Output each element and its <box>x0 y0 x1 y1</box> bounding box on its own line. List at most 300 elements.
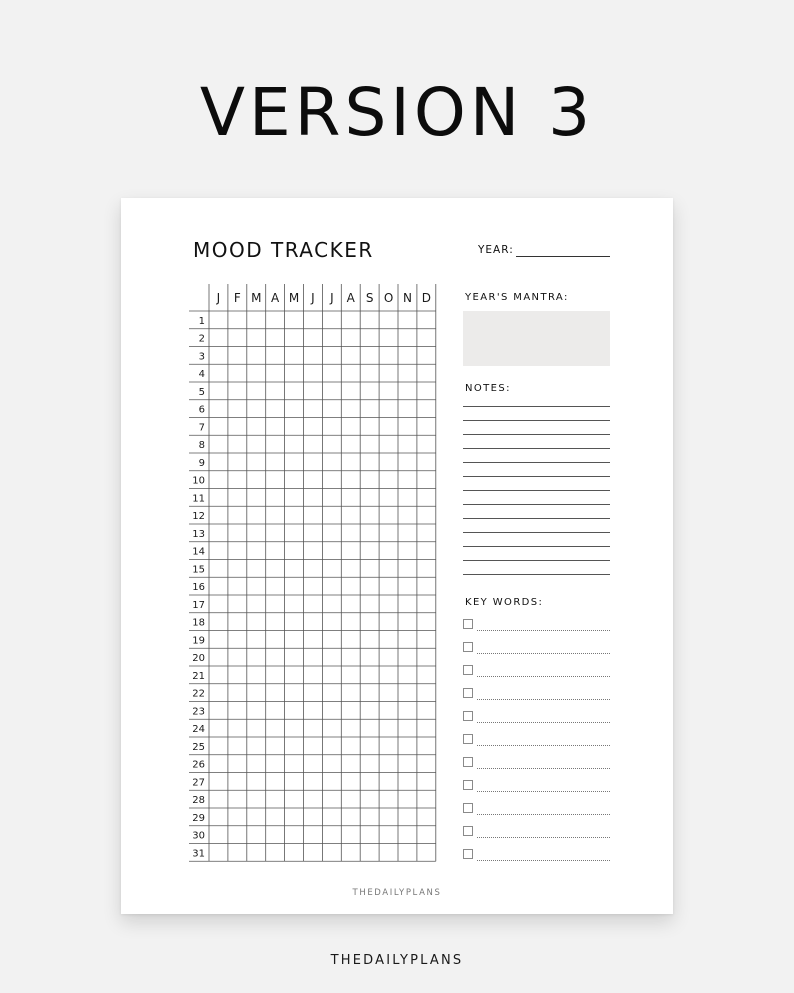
mood-cell[interactable] <box>322 755 341 773</box>
key-word-checkbox[interactable] <box>463 688 473 698</box>
mood-cell[interactable] <box>304 382 323 400</box>
mood-cell[interactable] <box>266 311 285 329</box>
mood-cell[interactable] <box>360 506 379 524</box>
mood-cell[interactable] <box>285 702 304 720</box>
mood-cell[interactable] <box>360 471 379 489</box>
mood-cell[interactable] <box>341 790 360 808</box>
key-word-line[interactable] <box>477 837 610 838</box>
notes-line[interactable] <box>463 546 610 547</box>
mood-cell[interactable] <box>285 453 304 471</box>
mood-cell[interactable] <box>304 595 323 613</box>
mood-cell[interactable] <box>322 471 341 489</box>
mood-cell[interactable] <box>417 702 436 720</box>
mood-cell[interactable] <box>304 844 323 862</box>
mood-cell[interactable] <box>285 311 304 329</box>
mood-cell[interactable] <box>209 666 228 684</box>
mood-cell[interactable] <box>379 400 398 418</box>
mood-cell[interactable] <box>209 631 228 649</box>
mood-cell[interactable] <box>266 737 285 755</box>
mood-cell[interactable] <box>341 595 360 613</box>
mood-cell[interactable] <box>341 524 360 542</box>
mood-cell[interactable] <box>247 844 266 862</box>
mood-cell[interactable] <box>398 418 417 436</box>
mood-cell[interactable] <box>228 453 247 471</box>
mood-cell[interactable] <box>285 400 304 418</box>
mood-cell[interactable] <box>360 577 379 595</box>
mood-cell[interactable] <box>379 595 398 613</box>
mood-cell[interactable] <box>360 542 379 560</box>
mood-cell[interactable] <box>341 577 360 595</box>
key-word-line[interactable] <box>477 860 610 861</box>
mood-cell[interactable] <box>322 453 341 471</box>
mood-cell[interactable] <box>417 542 436 560</box>
mood-cell[interactable] <box>266 684 285 702</box>
mood-cell[interactable] <box>209 418 228 436</box>
mood-cell[interactable] <box>228 347 247 365</box>
mood-cell[interactable] <box>228 773 247 791</box>
mood-cell[interactable] <box>228 808 247 826</box>
mood-cell[interactable] <box>209 489 228 507</box>
mood-cell[interactable] <box>379 755 398 773</box>
mood-cell[interactable] <box>360 364 379 382</box>
key-word-line[interactable] <box>477 630 610 631</box>
mood-cell[interactable] <box>285 577 304 595</box>
mood-cell[interactable] <box>398 506 417 524</box>
mood-cell[interactable] <box>341 506 360 524</box>
mood-cell[interactable] <box>379 808 398 826</box>
mood-cell[interactable] <box>228 737 247 755</box>
mood-cell[interactable] <box>209 577 228 595</box>
mood-cell[interactable] <box>266 382 285 400</box>
mood-cell[interactable] <box>341 808 360 826</box>
mood-cell[interactable] <box>304 560 323 578</box>
mood-cell[interactable] <box>379 364 398 382</box>
mood-cell[interactable] <box>247 666 266 684</box>
key-word-line[interactable] <box>477 676 610 677</box>
mood-cell[interactable] <box>360 613 379 631</box>
mood-cell[interactable] <box>209 755 228 773</box>
mood-cell[interactable] <box>247 382 266 400</box>
mood-cell[interactable] <box>304 755 323 773</box>
mood-cell[interactable] <box>285 648 304 666</box>
mood-cell[interactable] <box>417 382 436 400</box>
mood-cell[interactable] <box>398 808 417 826</box>
mood-cell[interactable] <box>247 755 266 773</box>
mood-cell[interactable] <box>398 755 417 773</box>
mood-cell[interactable] <box>341 648 360 666</box>
mood-cell[interactable] <box>266 648 285 666</box>
mood-cell[interactable] <box>209 826 228 844</box>
mood-cell[interactable] <box>341 737 360 755</box>
mood-cell[interactable] <box>360 347 379 365</box>
mood-cell[interactable] <box>417 418 436 436</box>
mood-cell[interactable] <box>228 400 247 418</box>
mood-cell[interactable] <box>247 542 266 560</box>
mood-cell[interactable] <box>266 489 285 507</box>
mood-cell[interactable] <box>266 844 285 862</box>
mood-cell[interactable] <box>209 648 228 666</box>
mood-cell[interactable] <box>285 347 304 365</box>
mood-cell[interactable] <box>341 400 360 418</box>
mood-cell[interactable] <box>209 382 228 400</box>
mood-cell[interactable] <box>304 364 323 382</box>
key-word-line[interactable] <box>477 699 610 700</box>
mood-cell[interactable] <box>417 737 436 755</box>
mood-cell[interactable] <box>247 506 266 524</box>
mood-cell[interactable] <box>209 773 228 791</box>
mood-cell[interactable] <box>247 471 266 489</box>
mood-cell[interactable] <box>247 737 266 755</box>
mood-cell[interactable] <box>247 595 266 613</box>
mood-cell[interactable] <box>304 418 323 436</box>
mood-cell[interactable] <box>285 719 304 737</box>
mood-cell[interactable] <box>322 719 341 737</box>
mood-cell[interactable] <box>341 631 360 649</box>
mood-cell[interactable] <box>379 453 398 471</box>
mood-cell[interactable] <box>322 577 341 595</box>
mood-cell[interactable] <box>266 790 285 808</box>
mood-cell[interactable] <box>417 773 436 791</box>
mood-cell[interactable] <box>379 542 398 560</box>
mood-cell[interactable] <box>379 347 398 365</box>
mood-cell[interactable] <box>285 506 304 524</box>
mood-cell[interactable] <box>379 329 398 347</box>
mood-cell[interactable] <box>379 702 398 720</box>
mood-cell[interactable] <box>247 524 266 542</box>
mood-cell[interactable] <box>417 453 436 471</box>
mood-cell[interactable] <box>398 577 417 595</box>
mood-cell[interactable] <box>266 400 285 418</box>
mood-cell[interactable] <box>209 471 228 489</box>
key-word-checkbox[interactable] <box>463 619 473 629</box>
mood-cell[interactable] <box>379 506 398 524</box>
mood-cell[interactable] <box>322 737 341 755</box>
mood-cell[interactable] <box>398 471 417 489</box>
mood-cell[interactable] <box>398 790 417 808</box>
mood-cell[interactable] <box>398 524 417 542</box>
mood-cell[interactable] <box>304 524 323 542</box>
mood-cell[interactable] <box>209 790 228 808</box>
mantra-box[interactable] <box>463 311 610 366</box>
mood-cell[interactable] <box>398 453 417 471</box>
mood-cell[interactable] <box>266 773 285 791</box>
mood-cell[interactable] <box>341 844 360 862</box>
mood-cell[interactable] <box>247 613 266 631</box>
mood-cell[interactable] <box>228 844 247 862</box>
mood-cell[interactable] <box>285 826 304 844</box>
mood-cell[interactable] <box>322 506 341 524</box>
mood-cell[interactable] <box>285 808 304 826</box>
notes-line[interactable] <box>463 504 610 505</box>
notes-line[interactable] <box>463 532 610 533</box>
mood-cell[interactable] <box>247 790 266 808</box>
mood-cell[interactable] <box>247 826 266 844</box>
mood-cell[interactable] <box>322 542 341 560</box>
mood-cell[interactable] <box>322 347 341 365</box>
mood-cell[interactable] <box>417 311 436 329</box>
mood-cell[interactable] <box>417 577 436 595</box>
mood-cell[interactable] <box>360 329 379 347</box>
mood-cell[interactable] <box>417 790 436 808</box>
mood-cell[interactable] <box>247 631 266 649</box>
mood-cell[interactable] <box>209 506 228 524</box>
mood-cell[interactable] <box>360 773 379 791</box>
mood-cell[interactable] <box>398 613 417 631</box>
mood-cell[interactable] <box>341 329 360 347</box>
mood-cell[interactable] <box>322 418 341 436</box>
mood-cell[interactable] <box>285 755 304 773</box>
key-word-line[interactable] <box>477 745 610 746</box>
mood-cell[interactable] <box>266 542 285 560</box>
mood-cell[interactable] <box>417 826 436 844</box>
mood-cell[interactable] <box>285 595 304 613</box>
mood-cell[interactable] <box>285 489 304 507</box>
mood-cell[interactable] <box>417 613 436 631</box>
mood-cell[interactable] <box>209 737 228 755</box>
mood-cell[interactable] <box>417 489 436 507</box>
mood-cell[interactable] <box>266 631 285 649</box>
mood-cell[interactable] <box>417 329 436 347</box>
mood-cell[interactable] <box>228 506 247 524</box>
mood-cell[interactable] <box>322 560 341 578</box>
mood-cell[interactable] <box>209 311 228 329</box>
notes-line[interactable] <box>463 518 610 519</box>
mood-cell[interactable] <box>398 844 417 862</box>
mood-cell[interactable] <box>209 364 228 382</box>
mood-cell[interactable] <box>322 364 341 382</box>
mood-cell[interactable] <box>228 435 247 453</box>
mood-cell[interactable] <box>398 489 417 507</box>
mood-cell[interactable] <box>304 648 323 666</box>
mood-cell[interactable] <box>322 648 341 666</box>
mood-cell[interactable] <box>360 648 379 666</box>
mood-cell[interactable] <box>228 613 247 631</box>
mood-cell[interactable] <box>228 631 247 649</box>
notes-line[interactable] <box>463 420 610 421</box>
mood-cell[interactable] <box>247 453 266 471</box>
mood-cell[interactable] <box>322 400 341 418</box>
mood-cell[interactable] <box>209 808 228 826</box>
mood-cell[interactable] <box>304 737 323 755</box>
mood-cell[interactable] <box>379 631 398 649</box>
mood-cell[interactable] <box>360 702 379 720</box>
mood-cell[interactable] <box>266 702 285 720</box>
mood-cell[interactable] <box>304 613 323 631</box>
mood-cell[interactable] <box>322 595 341 613</box>
mood-cell[interactable] <box>209 719 228 737</box>
mood-cell[interactable] <box>228 755 247 773</box>
mood-cell[interactable] <box>341 489 360 507</box>
mood-cell[interactable] <box>417 719 436 737</box>
mood-cell[interactable] <box>360 666 379 684</box>
mood-cell[interactable] <box>360 524 379 542</box>
mood-cell[interactable] <box>360 826 379 844</box>
mood-cell[interactable] <box>266 524 285 542</box>
mood-cell[interactable] <box>304 542 323 560</box>
key-word-line[interactable] <box>477 791 610 792</box>
mood-cell[interactable] <box>341 666 360 684</box>
mood-cell[interactable] <box>304 773 323 791</box>
mood-cell[interactable] <box>341 435 360 453</box>
mood-cell[interactable] <box>304 329 323 347</box>
mood-cell[interactable] <box>341 347 360 365</box>
mood-cell[interactable] <box>285 666 304 684</box>
mood-cell[interactable] <box>341 418 360 436</box>
mood-cell[interactable] <box>228 666 247 684</box>
mood-cell[interactable] <box>417 808 436 826</box>
mood-cell[interactable] <box>379 489 398 507</box>
mood-cell[interactable] <box>209 400 228 418</box>
mood-cell[interactable] <box>360 453 379 471</box>
notes-line[interactable] <box>463 406 610 407</box>
mood-cell[interactable] <box>304 347 323 365</box>
mood-cell[interactable] <box>228 595 247 613</box>
notes-line[interactable] <box>463 476 610 477</box>
mood-cell[interactable] <box>379 826 398 844</box>
mood-cell[interactable] <box>379 613 398 631</box>
mood-cell[interactable] <box>247 648 266 666</box>
mood-cell[interactable] <box>398 648 417 666</box>
mood-cell[interactable] <box>304 489 323 507</box>
mood-cell[interactable] <box>341 702 360 720</box>
mood-cell[interactable] <box>247 311 266 329</box>
mood-cell[interactable] <box>266 666 285 684</box>
key-word-line[interactable] <box>477 722 610 723</box>
key-word-checkbox[interactable] <box>463 780 473 790</box>
mood-cell[interactable] <box>228 702 247 720</box>
key-word-checkbox[interactable] <box>463 642 473 652</box>
key-word-checkbox[interactable] <box>463 711 473 721</box>
mood-cell[interactable] <box>228 329 247 347</box>
mood-cell[interactable] <box>304 577 323 595</box>
mood-cell[interactable] <box>398 826 417 844</box>
mood-cell[interactable] <box>398 666 417 684</box>
mood-cell[interactable] <box>266 471 285 489</box>
mood-cell[interactable] <box>417 524 436 542</box>
mood-cell[interactable] <box>322 702 341 720</box>
mood-cell[interactable] <box>341 755 360 773</box>
mood-cell[interactable] <box>247 364 266 382</box>
mood-cell[interactable] <box>417 648 436 666</box>
mood-cell[interactable] <box>209 613 228 631</box>
mood-cell[interactable] <box>398 364 417 382</box>
mood-cell[interactable] <box>360 684 379 702</box>
mood-cell[interactable] <box>247 577 266 595</box>
mood-cell[interactable] <box>228 311 247 329</box>
mood-cell[interactable] <box>379 560 398 578</box>
mood-cell[interactable] <box>360 489 379 507</box>
mood-cell[interactable] <box>228 418 247 436</box>
notes-line[interactable] <box>463 574 610 575</box>
mood-cell[interactable] <box>266 577 285 595</box>
mood-cell[interactable] <box>285 329 304 347</box>
mood-cell[interactable] <box>285 418 304 436</box>
key-word-checkbox[interactable] <box>463 849 473 859</box>
mood-cell[interactable] <box>322 844 341 862</box>
mood-cell[interactable] <box>285 471 304 489</box>
mood-cell[interactable] <box>341 826 360 844</box>
mood-cell[interactable] <box>341 364 360 382</box>
mood-cell[interactable] <box>398 595 417 613</box>
mood-cell[interactable] <box>417 347 436 365</box>
mood-cell[interactable] <box>209 329 228 347</box>
mood-cell[interactable] <box>417 595 436 613</box>
notes-line[interactable] <box>463 490 610 491</box>
key-word-checkbox[interactable] <box>463 826 473 836</box>
mood-cell[interactable] <box>360 311 379 329</box>
mood-cell[interactable] <box>247 347 266 365</box>
mood-cell[interactable] <box>266 808 285 826</box>
mood-cell[interactable] <box>322 826 341 844</box>
mood-cell[interactable] <box>228 542 247 560</box>
mood-cell[interactable] <box>228 560 247 578</box>
mood-cell[interactable] <box>360 435 379 453</box>
key-word-checkbox[interactable] <box>463 757 473 767</box>
mood-cell[interactable] <box>228 719 247 737</box>
mood-cell[interactable] <box>247 684 266 702</box>
mood-cell[interactable] <box>266 453 285 471</box>
mood-cell[interactable] <box>228 489 247 507</box>
mood-cell[interactable] <box>247 560 266 578</box>
mood-cell[interactable] <box>398 684 417 702</box>
mood-cell[interactable] <box>304 826 323 844</box>
mood-cell[interactable] <box>417 364 436 382</box>
mood-cell[interactable] <box>228 826 247 844</box>
mood-cell[interactable] <box>341 773 360 791</box>
mood-cell[interactable] <box>285 524 304 542</box>
mood-cell[interactable] <box>304 719 323 737</box>
mood-cell[interactable] <box>285 790 304 808</box>
mood-cell[interactable] <box>247 719 266 737</box>
mood-cell[interactable] <box>341 382 360 400</box>
mood-cell[interactable] <box>228 577 247 595</box>
mood-cell[interactable] <box>322 329 341 347</box>
mood-cell[interactable] <box>304 453 323 471</box>
mood-cell[interactable] <box>398 560 417 578</box>
mood-cell[interactable] <box>209 560 228 578</box>
mood-cell[interactable] <box>379 577 398 595</box>
mood-cell[interactable] <box>360 595 379 613</box>
key-word-checkbox[interactable] <box>463 803 473 813</box>
mood-cell[interactable] <box>247 773 266 791</box>
mood-cell[interactable] <box>266 826 285 844</box>
mood-cell[interactable] <box>398 347 417 365</box>
mood-cell[interactable] <box>209 542 228 560</box>
mood-cell[interactable] <box>266 364 285 382</box>
mood-cell[interactable] <box>322 773 341 791</box>
mood-cell[interactable] <box>417 684 436 702</box>
mood-cell[interactable] <box>398 435 417 453</box>
mood-cell[interactable] <box>360 382 379 400</box>
mood-cell[interactable] <box>266 347 285 365</box>
mood-cell[interactable] <box>285 364 304 382</box>
mood-cell[interactable] <box>266 435 285 453</box>
mood-cell[interactable] <box>228 364 247 382</box>
mood-cell[interactable] <box>398 329 417 347</box>
key-word-checkbox[interactable] <box>463 665 473 675</box>
mood-cell[interactable] <box>398 311 417 329</box>
mood-cell[interactable] <box>360 808 379 826</box>
mood-cell[interactable] <box>360 719 379 737</box>
mood-cell[interactable] <box>360 418 379 436</box>
mood-cell[interactable] <box>341 453 360 471</box>
key-word-line[interactable] <box>477 653 610 654</box>
mood-cell[interactable] <box>379 684 398 702</box>
mood-cell[interactable] <box>417 506 436 524</box>
mood-cell[interactable] <box>266 329 285 347</box>
mood-cell[interactable] <box>228 684 247 702</box>
mood-cell[interactable] <box>209 595 228 613</box>
